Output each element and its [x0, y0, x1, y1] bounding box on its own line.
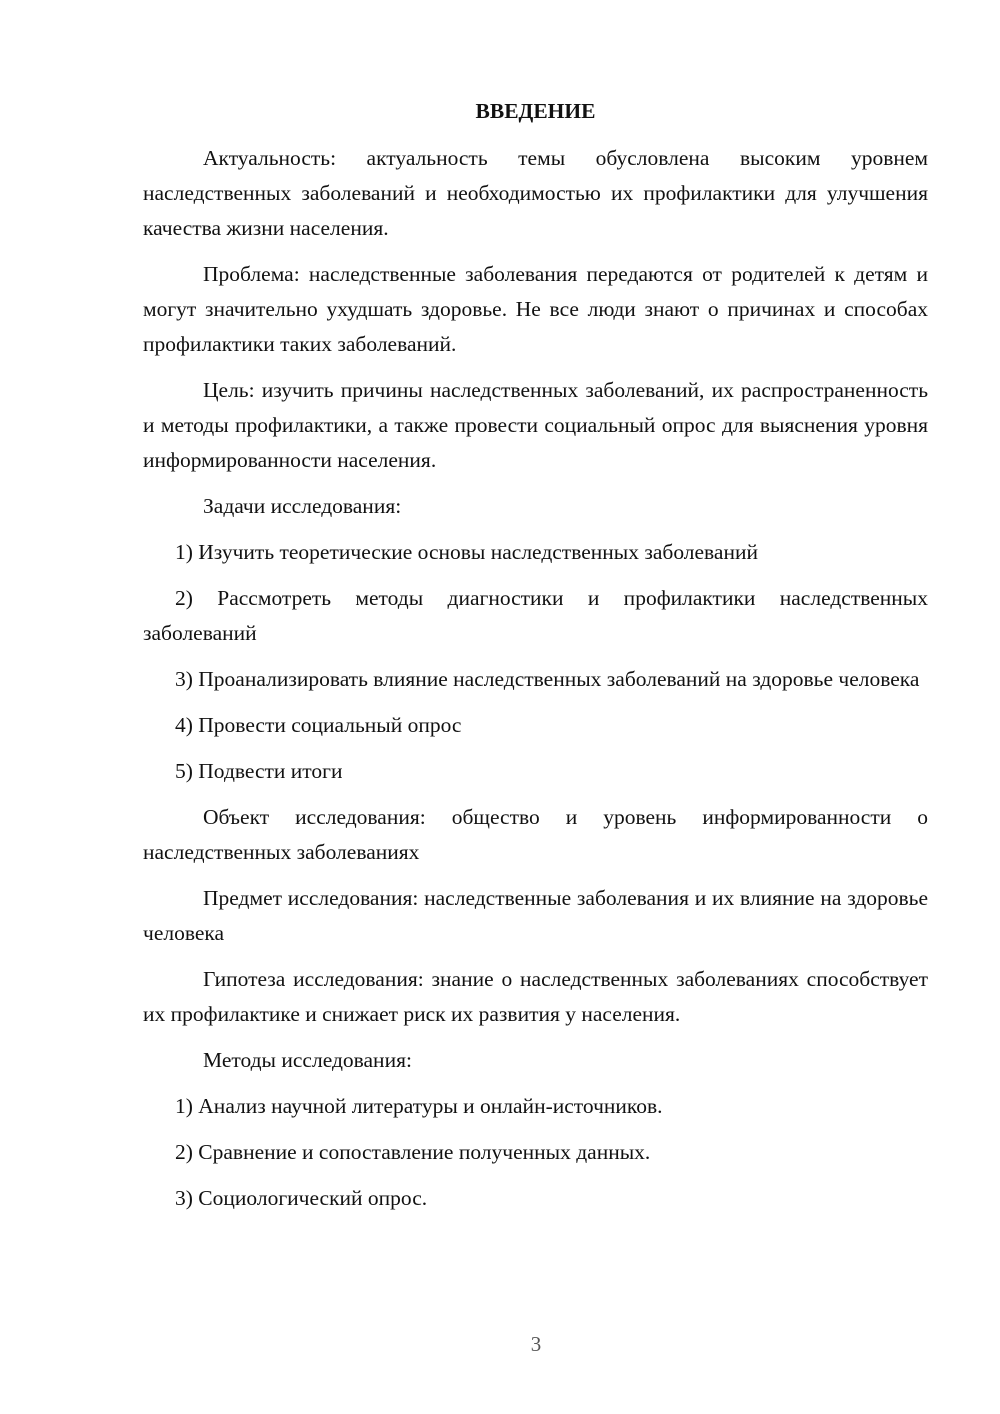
subject-paragraph: Предмет исследования: наследственные заболевания и их влияние на здоровье человека: [143, 886, 928, 945]
task-item: 5) Подвести итоги: [175, 759, 343, 783]
problem-paragraph: Проблема: наследственные заболевания передаются от родителей к детям и могут значительно ухудшать здоровье. Не все люди знают о причинах и способах профилактики таких заболеваний.: [143, 262, 928, 356]
method-item: 1) Анализ научной литературы и онлайн-источников.: [175, 1094, 663, 1118]
relevance-paragraph: Актуальность: актуальность темы обусловлена высоким уровнем наследственных заболеваний и необходимостью их профилактики для улучшения качества жизни населения.: [143, 146, 928, 240]
method-item: 2) Сравнение и сопоставление полученных данных.: [175, 1140, 651, 1164]
goal-paragraph: Цель: изучить причины наследственных заболеваний, их распространенность и методы профилактики, а также провести социальный опрос для выяснения уровня информированности населения.: [143, 378, 928, 472]
task-item: 2) Рассмотреть методы диагностики и профилактики наследственных заболеваний: [143, 586, 928, 645]
hypothesis-paragraph: Гипотеза исследования: знание о наследственных заболеваниях способствует их профилактике и снижает риск их развития у населения.: [143, 967, 928, 1026]
methods-heading: Методы исследования:: [203, 1048, 412, 1072]
task-item: 4) Провести социальный опрос: [175, 713, 462, 737]
object-paragraph: Объект исследования: общество и уровень информированности о наследственных заболеваниях: [143, 805, 928, 864]
task-item: 1) Изучить теоретические основы наследственных заболеваний: [175, 540, 758, 564]
page-number: 3: [530, 1332, 542, 1356]
method-item: 3) Социологический опрос.: [175, 1186, 428, 1210]
tasks-heading: Задачи исследования:: [203, 494, 402, 518]
document-page: [143, 94, 928, 1227]
section-title: ВВЕДЕНИЕ: [475, 99, 596, 123]
task-item: 3) Проанализировать влияние наследственных заболеваний на здоровье человека: [175, 667, 920, 691]
